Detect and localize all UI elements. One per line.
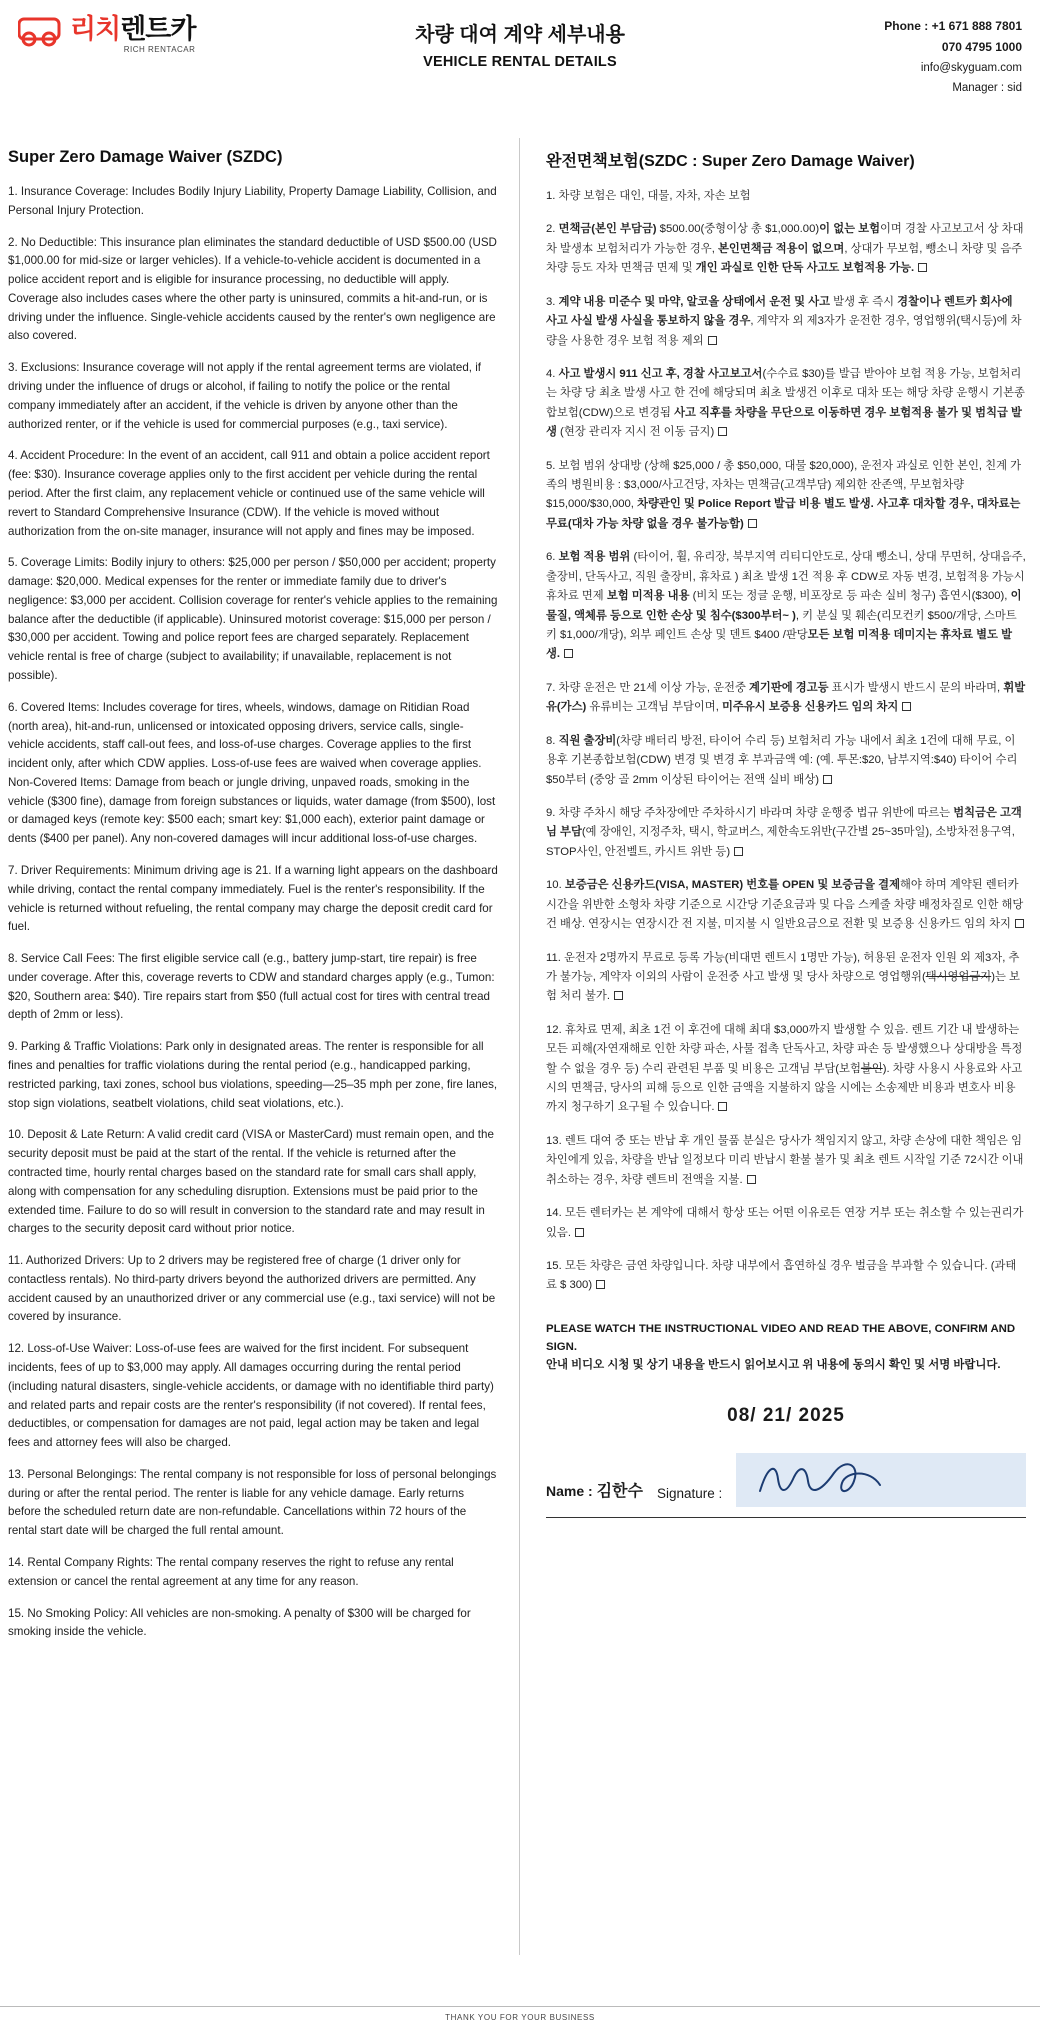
clause-checkbox[interactable] — [734, 847, 743, 856]
clause-checkbox[interactable] — [718, 427, 727, 436]
brand-logo — [18, 14, 268, 55]
page-title-en: VEHICLE RENTAL DETAILS — [423, 54, 617, 70]
signature-date: 08/ 21/ 2025 — [727, 1404, 845, 1426]
english-clause: 12. Loss-of-Use Waiver: Loss-of-use fees are waived for the first incident. For subsequent incidents, fees of up to $3,000 may apply. All damages occurring during the rental period (including natural disasters, single-vehicle accidents, or damage with no identifiable third party) and related parts and repair costs are the renter's responsibility (if not covered). If rental fees, deductibles, or compensation for damages are not paid, legal action may be taken and legal fees and attorney fees will also be charged. — [8, 1342, 494, 1450]
column-divider — [519, 138, 520, 1955]
korean-clause: 9. 차량 주차시 해당 주차장에만 주차하시기 바라며 차량 운행중 법규 위반에 따르는 범칙금은 고객님 부담(예 장애인, 지정주차, 택시, 학교버스, 제한속도위반(구간별 25~35마일), 소방차전용구역, STOP사인, 안전벨트, 카시트 위반 등) — [546, 806, 1022, 858]
renter-name — [546, 1478, 643, 1507]
english-clause: 13. Personal Belongings: The rental company is not responsible for loss of personal belongings during or after the rental period. The renter is liable for any vehicle damage. Early returns before the scheduled return date are non-refundable. Cancellations within 72 hours of the rental start date will be charged the full rental amount. — [8, 1467, 497, 1538]
korean-clause: 11. 운전자 2명까지 무료로 등록 가능(비대면 렌트시 1명만 가능), 허용된 운전자 인원 외 제3자, 추가 불가능, 계약자 이외의 사람이 운전중 사고 발생 및 당사 차량으로 영업행위(택시영업금지)는 보험 처리 불가. — [546, 951, 1020, 1003]
korean-clause: 5. 보험 범위 상대방 (상해 $25,000 / 총 $50,000, 대물 $20,000), 운전자 과실로 인한 본인, 친계 가족의 병원비용 : $3,000/사고건당, 자차는 면책금(고객부담) 제외한 잔존액, 무보험차량 $15,000/$30,000, 차량관인 및 Police Report 발급 비용 별도 발생. 사고후 대차할 경우, 대차료는 무료(대차 가능 차량 없을 경우 불가능함) — [546, 459, 1022, 530]
clause-checkbox[interactable] — [575, 1228, 584, 1237]
english-clause: 9. Parking & Traffic Violations: Park only in designated areas. The renter is responsible for all fines and penalties for traffic violations during the rental period (e.g., handicapped parking, restricted parking, taxi zones, school bus violations, speeding—25–35 mph per zone, fire lanes, stop sign violations, seatbelt violations, child seat violations, etc.). — [8, 1040, 498, 1110]
rich-rentacar-logo-icon — [18, 16, 64, 55]
clause-checkbox[interactable] — [564, 649, 573, 658]
clause-checkbox[interactable] — [823, 775, 832, 784]
korean-clause: 7. 차량 운전은 만 21세 이상 가능, 운전중 계기판에 경고등 표시가 발생시 반드시 문의 바라며, 휘발유(가스) 유류비는 고객님 부담이며, 미주유시 보증용 신용카드 임의 차지 — [546, 681, 1026, 714]
page-header — [0, 0, 1040, 95]
korean-clause: 10. 보증금은 신용카드(VISA, MASTER) 번호를 OPEN 및 보증금을 결제해야 하며 계약된 렌터카 시간을 위반한 소형차 차량 기준으로 시간당 기준요금과 및 다음 스케줄 차량 배정차질로 인한 해당건 배상. 연장시는 연장시간 전 지불, 미지불 시 일반요금으로 전환 및 보증용 신용카드 임의 차지 — [546, 879, 1024, 931]
signature-label: Signature : — [656, 1485, 723, 1501]
contract-columns — [0, 92, 1040, 1655]
english-clause: 7. Driver Requirements: Minimum driving age is 21. If a warning light appears on the dashboard while driving, contact the rental company immediately. Fuel is the renter's responsibility. If the vehicle is returned without refueling, the rental company may charge the deposit credit card for fuel. — [8, 864, 498, 934]
english-clause: 11. Authorized Drivers: Up to 2 drivers may be registered free of charge (1 driver only for contactless rentals). No third-party drivers beyond the authorized drivers are permitted. Any accident caused by an unauthorized driver or any commercial use (e.g., taxi service) will not be covered by insurance. — [8, 1254, 496, 1324]
korean-clause: 12. 휴차료 면제, 최초 1건 이 후건에 대해 최대 $3,000까지 발생할 수 있음. 렌트 기간 내 발생하는 모든 피해(자연재해로 인한 차량 파손, 사물 접촉 단독사고, 차량 파손 등 발생했으나 상대방을 특정할 수 없을 경우 등) 수리 관련된 부품 및 비용은 고객님 부담(보험불인). 차량 사용시 사용료와 사고시의 면책금, 당사의 피해 등으로 인한 금액을 지불하지 않을 시에는 소송제반 비용과 변호사 비용까지 청구하기 요구될 수 있습니다. — [546, 1023, 1023, 1114]
name-value: 김한수 — [596, 1482, 643, 1500]
clause-checkbox[interactable] — [902, 702, 911, 711]
korean-clause: 13. 렌트 대여 중 또는 반납 후 개인 물품 분실은 당사가 책임지지 않고, 차량 손상에 대한 책임은 임차인에게 있음, 차량을 반납 일정보다 미리 반납시 환불 불가 및 최초 렌트 시작일 기준 72시간 이내 취소하는 경우, 차량 렌트비 전액을 지불. — [546, 1134, 1024, 1186]
english-clause: 8. Service Call Fees: The first eligible service call (e.g., battery jump-start, tire repair) is free under coverage. After this, coverage reverts to CDW and standard charges apply (e.g., Tumon: $20, Southern area: $40). Tire repairs start from $50 (full actual cost for tires with central tread depth of 2mm or less). — [8, 952, 495, 1022]
korean-clause: 3. 계약 내용 미준수 및 마약, 알코올 상태에서 운전 및 사고 발생 후 즉시 경찰이나 렌트카 회사에 사고 사실 발생 사실을 통보하지 않을 경우, 계약자 외 제3자가 운전한 경우, 영업행위(택시등)에 차량을 사용한 경우 보험 적용 제외 — [546, 295, 1022, 347]
signature-ink-icon — [750, 1455, 950, 1505]
clause-checkbox[interactable] — [918, 263, 927, 272]
clause-checkbox[interactable] — [1015, 919, 1024, 928]
clause-checkbox[interactable] — [718, 1102, 727, 1111]
signature-row — [546, 1453, 1026, 1513]
english-terms-column — [0, 148, 520, 1655]
english-section-title: Super Zero Damage Waiver (SZDC) — [8, 148, 283, 166]
document-title — [268, 14, 772, 70]
signature-field[interactable] — [736, 1453, 1026, 1507]
english-clause: 14. Rental Company Rights: The rental company reserves the right to refuse any rental extension or cancel the rental agreement at any time for any reason. — [8, 1556, 454, 1588]
korean-clause: 1. 차량 보험은 대인, 대물, 자차, 자손 보험 — [546, 190, 751, 202]
clause-checkbox[interactable] — [596, 1280, 605, 1289]
english-clause: 2. No Deductible: This insurance plan eliminates the standard deductible of USD $500.00 (USD $1,000.00 for mid-size or larger vehicles). If a vehicle-to-vehicle accident is documented in a police accident report and is eligible for insurance processing, no deductible will apply. Coverage also includes cases where the other party is uninsured, commits a hit-and-run, or is driving under the influence. Single-vehicle accidents caused by the renter's own negligence are also covered. — [8, 235, 497, 343]
english-clause: 3. Exclusions: Insurance coverage will not apply if the rental agreement terms are violated, if driving under the influence of drugs or alcohol, if failing to notify the police or the rental company immediately after an accident, if the vehicle is driven by anyone other than the authorized renter, or if the vehicle is used for commercial purposes (e.g., taxi service). — [8, 361, 482, 431]
brand-name-en: RICH RENTACAR — [123, 45, 196, 54]
clause-checkbox[interactable] — [748, 519, 757, 528]
clause-checkbox[interactable] — [708, 336, 717, 345]
footer-divider — [0, 2006, 1040, 2007]
clause-checkbox[interactable] — [747, 1175, 756, 1184]
brand-name-ko: 리치렌트카 — [70, 14, 196, 44]
english-clause: 5. Coverage Limits: Bodily injury to others: $25,000 per person / $50,000 per accident; property damage: $20,000. Medical expenses for the renter or immediate family due to driver's negligence: $3,000 per accident. Collision coverage for renter's vehicle applies to the remaining balance after the deductible (if applicable). Uninsured motorist coverage: $15,000 per person / $30,000 per accident. Towing and police report fees are charged separately. Replacement vehicle rental is free of charge (subject to availability; if unavailable, replacement is not possible). — [8, 556, 498, 682]
contact-phone-1: Phone : +1 671 888 7801 — [884, 19, 1022, 33]
page-title-ko: 차량 대여 계약 세부내용 — [415, 24, 625, 46]
korean-clause: 2. 면책금(본인 부담금) $500.00(중형이상 총 $1,000.00)이 없는 보험이며 경찰 사고보고서 상 차대차 발생本 보험처리가 가능한 경우, 본인면책금 적용이 없으며, 상대가 무보험, 뺑소니 차량 및 음주차량 등도 자차 면책금 면제 및 개인 과실로 인한 단독 사고도 보험적용 가능. — [546, 223, 1024, 275]
name-label: Name : — [546, 1482, 593, 1499]
english-clause: 4. Accident Procedure: In the event of an accident, call 911 and obtain a police accident report (fee: $30). Insurance coverage applies only to the first accident per vehicle during the rental period. After the first claim, any replacement vehicle or continued use of the same vehicle will revert to Standard Comprehensive Insurance (CDW). If the vehicle is moved without authorization from the on-site manager, insurance will not apply and fines may be imposed. — [8, 449, 490, 538]
korean-terms-column — [520, 148, 1040, 1655]
contact-block — [772, 14, 1022, 98]
english-clause: 15. No Smoking Policy: All vehicles are non-smoking. A penalty of $300 will be charged for smoking inside the vehicle. — [8, 1606, 471, 1639]
signature-underline — [546, 1517, 1026, 1518]
confirm-text-ko: 안내 비디오 시청 및 상기 내용을 반드시 읽어보시고 위 내용에 동의시 확인 및 서명 바랍니다. — [546, 1359, 1001, 1372]
contact-phone-2: 070 4795 1000 — [941, 40, 1022, 54]
footer-text: THANK YOU FOR YOUR BUSINESS — [445, 2013, 595, 2022]
korean-clause: 14. 모든 렌터카는 본 계약에 대해서 항상 또는 어떤 이유로든 연장 거부 또는 취소할 수 있는권리가 있음. — [546, 1207, 1024, 1239]
contact-email: info@skyguam.com — [920, 62, 1022, 74]
english-clause: 10. Deposit & Late Return: A valid credit card (VISA or MasterCard) must remain open, and the security deposit must be paid at the start of the rental. If the vehicle is returned after the contracted time, hourly rental charges based on the standard rate for small cars shall apply, along with compensation for any scheduling disruption. Extensions must be paid prior to the extended time. Failure to do so will result in conversion to the standard rate and may result in charges to the security deposit card without prior notice. — [8, 1128, 494, 1236]
korean-clause: 4. 사고 발생시 911 신고 후, 경찰 사고보고서(수수료 $30)를 발급 받아야 보험 적용 가능, 보험처리는 차량 당 최초 발생 사고 한 건에 해당되며 최초 발생건 이후로 대차 또는 해당 차량 운행시 기본종합보험(CDW)으로 변경됨 사고 직후를 차량을 무단으로 이동하면 경우 보험적용 불가 및 범칙급 발생 (현장 관리자 지시 전 이동 금지) — [546, 367, 1025, 439]
korean-clause-list — [546, 187, 1026, 1296]
page-footer — [0, 2006, 1040, 2022]
contact-manager: Manager : sid — [952, 82, 1022, 95]
korean-clause: 6. 보험 적용 범위 (타이어, 휠, 유리장, 북부지역 리티디안도로, 상대 뺑소니, 상대 무면허, 상대음주, 출장비, 단독사고, 직원 출장비, 휴차료 ) 최초 발생 1건 적용 후 CDW로 자동 변경, 보험적용 가능시 휴차료 면제 보험 미적용 내용 (비치 또는 정글 운행, 비포장로 등 파손 실비 청구) 흡연시($300), 이물질, 액체류 등으로 인한 손상 및 침수($300부터~ ), 키 분실 및 훼손(리모컨키 $500/개당, 스마트키 $1,000/개당), 외부 페인트 손상 및 덴트 $400 /판당모든 보험 미적용 데미지는 휴차료 별도 발생. — [546, 551, 1026, 661]
korean-clause: 15. 모든 차량은 금연 차량입니다. 차량 내부에서 흡연하실 경우 벌금을 부과할 수 있습니다. (과태료 $ 300) — [546, 1259, 1017, 1292]
english-clause-list — [8, 183, 498, 1642]
confirmation-block — [546, 1320, 1026, 1375]
korean-section-title: 완전면책보험(SZDC : Super Zero Damage Waiver) — [546, 153, 915, 170]
english-clause: 1. Insurance Coverage: Includes Bodily Injury Liability, Property Damage Liability, Collision, and Personal Injury Protection. — [8, 185, 497, 217]
korean-clause: 8. 직원 출장비(차량 배터리 방전, 타이어 수리 등) 보험처리 가능 내에서 최초 1건에 대해 무료, 이용후 기본종합보험(CDW) 변경 및 변경 후 부과금액 예: (예. 투몬:$20, 남부지역:$40) 타이어 수리 $50부터 (중앙 골 2mm 이상된 타이어는 전액 실비 배상) — [546, 734, 1018, 786]
confirm-text-en: PLEASE WATCH THE INSTRUCTIONAL VIDEO AND READ THE ABOVE, CONFIRM AND SIGN. — [546, 1322, 1016, 1354]
english-clause: 6. Covered Items: Includes coverage for tires, wheels, windows, damage on Ritidian Road (north area), hit-and-run, unlicensed or intoxicated opposing drivers, service calls, single-vehicle accidents, staff call-out fees, and loss-of-use charges. Coverage applies to the first incident only, after which CDW applies. Loss-of-use fees are waived when coverage applies. Non-Covered Items: Damage from beach or jungle driving, unpaved roads, smoking in the vehicle ($300 fine), damage from foreign substances or liquids, water damage (from $500), lost or damaged keys (remote key: $500 each; smart key: $1,000 each), exterior paint damage or dents ($400 per panel). Any non-covered damages will incur additional loss-of-use charges. — [8, 700, 496, 846]
brand-text — [70, 16, 195, 54]
clause-checkbox[interactable] — [614, 991, 623, 1000]
